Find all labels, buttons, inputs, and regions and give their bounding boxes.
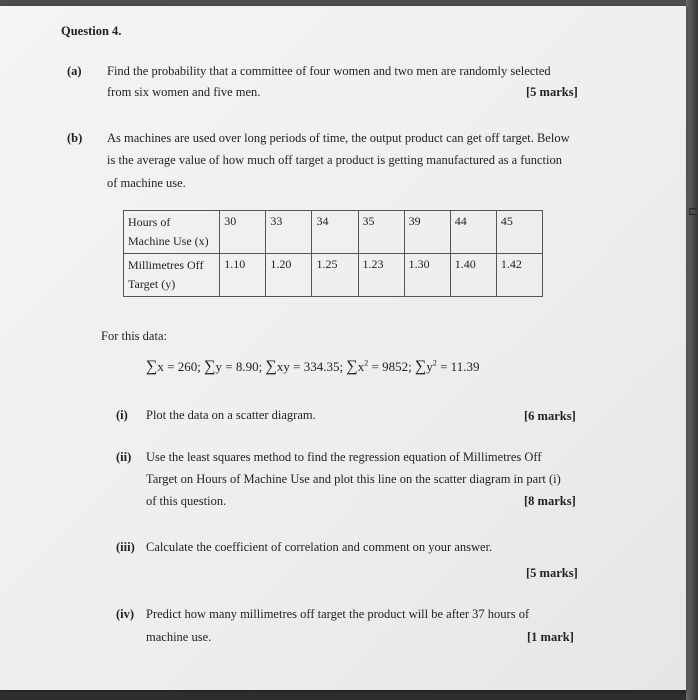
square-superscript: 2: [432, 358, 437, 368]
y-value-cell: 1.23: [358, 254, 404, 297]
sigma-symbol: ∑: [414, 358, 427, 375]
table-row-y: [124, 254, 543, 297]
sub-iv-line-2: machine use.: [146, 630, 212, 644]
exam-page: [0, 6, 686, 690]
x-header-cell: [124, 211, 220, 254]
sub-ii-line-3: of this question.: [146, 494, 227, 508]
x-value-cell: 35: [358, 211, 404, 254]
part-b-line-1: As machines are used over long periods of time, the output product can get off target. Below: [107, 131, 570, 145]
y-value-cell: 1.10: [220, 254, 266, 297]
data-table: [123, 210, 543, 297]
for-this-data-label: For this data:: [101, 329, 167, 343]
part-a-line-2: from six women and five men.: [107, 85, 261, 99]
sum-xy: xy = 334.35;: [276, 359, 344, 374]
y-header-line-2: Target (y): [128, 277, 176, 291]
sigma-symbol: ∑: [265, 358, 277, 375]
question-title: Question 4.: [61, 24, 122, 38]
x-header-line-1: Hours of: [128, 215, 171, 229]
y-header-line-1: Millimetres Off: [128, 258, 204, 272]
part-b-line-2: is the average value of how much off target a product is getting manufactured as a function: [107, 153, 562, 167]
square-superscript: 2: [364, 358, 369, 368]
y-value-cell: 1.20: [266, 254, 312, 297]
sub-ii-line-2: Target on Hours of Machine Use and plot this line on the scatter diagram in part (i): [146, 472, 561, 486]
part-a-label: (a): [67, 64, 82, 78]
sum-x: x = 260;: [157, 359, 201, 374]
y-value-cell: 1.40: [450, 254, 496, 297]
table-row-x: [124, 211, 543, 254]
part-b-line-3: of machine use.: [107, 176, 186, 190]
y-value-cell: 1.30: [404, 254, 450, 297]
part-a-line-1: Find the probability that a committee of four women and two men are randomly selected: [107, 64, 551, 78]
x-value-cell: 39: [404, 211, 450, 254]
sub-iv-line-1: Predict how many millimetres off target the product will be after 37 hours of: [146, 607, 530, 621]
sub-iv-marks: [1 mark]: [527, 630, 574, 644]
y-value-cell: 1.42: [496, 254, 542, 297]
sum-x2-var: x: [357, 359, 365, 374]
sub-iii-marks: [5 marks]: [526, 566, 578, 580]
sigma-symbol: ∑: [204, 358, 216, 375]
sub-iii-text: Calculate the coefficient of correlation and comment on your answer.: [146, 540, 493, 554]
sigma-symbol: ∑: [346, 358, 358, 375]
summation-formula: [146, 358, 479, 376]
edge-bracket-icon: ⊏: [688, 204, 698, 218]
page-edge: [686, 0, 697, 700]
sub-i-label: (i): [116, 408, 128, 422]
y-header-cell: [124, 254, 220, 297]
y-value-cell: 1.25: [312, 254, 358, 297]
x-value-cell: 44: [450, 211, 496, 254]
sub-iv-label: (iv): [116, 607, 135, 621]
sub-ii-marks: [8 marks]: [524, 494, 576, 508]
part-b-label: (b): [67, 131, 83, 145]
sum-y: y = 8.90;: [215, 359, 263, 374]
sub-iii-label: (iii): [116, 540, 135, 554]
x-value-cell: 45: [496, 211, 542, 254]
sub-ii-line-1: Use the least squares method to find the regression equation of Millimetres Off: [146, 450, 542, 464]
sub-i-text: Plot the data on a scatter diagram.: [146, 408, 316, 422]
part-a-marks: [5 marks]: [526, 85, 578, 99]
sub-i-marks: [6 marks]: [524, 409, 576, 423]
x-value-cell: 30: [220, 211, 266, 254]
x-value-cell: 34: [312, 211, 358, 254]
sum-y2-var: y: [426, 359, 433, 374]
sum-y2-val: = 11.39: [436, 359, 480, 374]
x-value-cell: 33: [266, 211, 312, 254]
x-header-line-2: Machine Use (x): [128, 234, 209, 248]
sigma-symbol: ∑: [146, 358, 158, 375]
sub-ii-label: (ii): [116, 450, 132, 464]
sum-x2-val: = 9852;: [368, 359, 412, 374]
